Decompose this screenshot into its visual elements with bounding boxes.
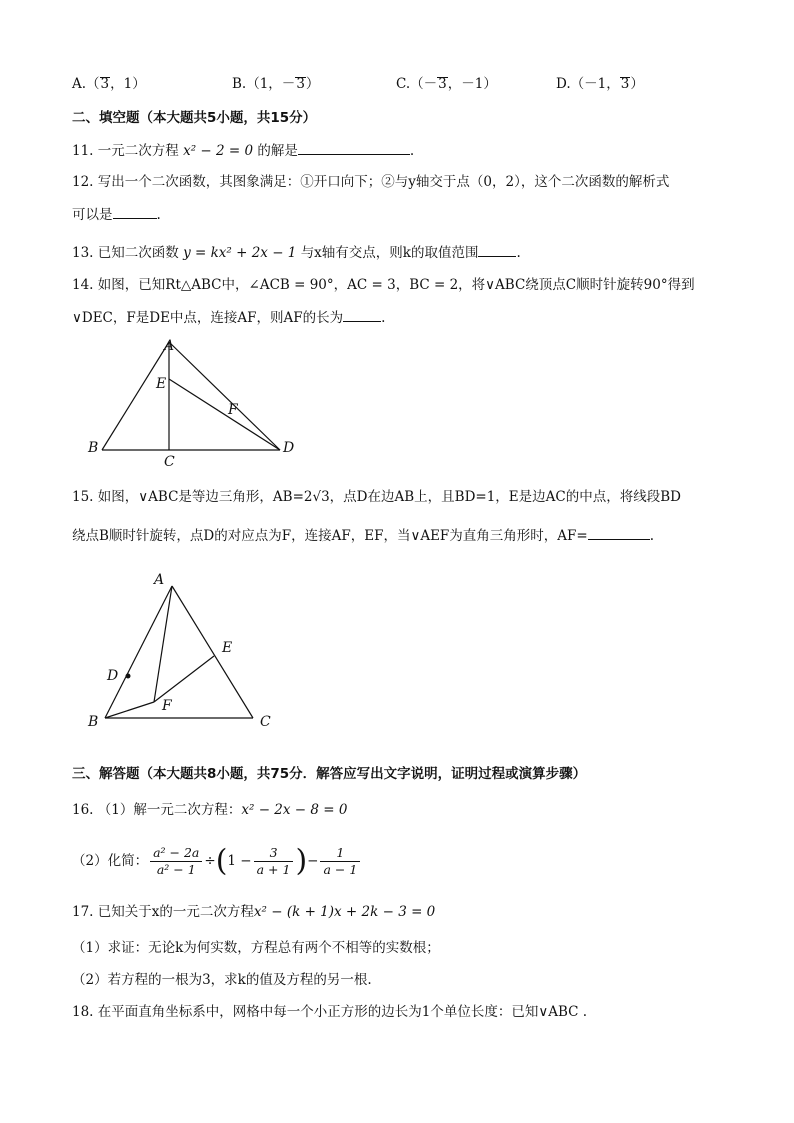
question-14-line1: 14. 如图，已知Rt△ABC中，∠ACB = 90°，AC = 3，BC = 2，将∨ABC绕顶点C顺时针旋转90°得到 <box>72 277 695 293</box>
answer-blank <box>478 242 516 257</box>
sqrt-3: 3 <box>620 76 630 92</box>
label-b: B <box>88 714 99 730</box>
question-12-line1: 12. 写出一个二次函数，其图象满足：①开口向下；②与y轴交于点（0，2），这个二次函数的解析式 <box>72 174 670 190</box>
option-a: A.（3，1） <box>72 76 146 92</box>
point-d-dot <box>126 674 131 679</box>
answer-blank <box>298 140 410 155</box>
question-17: 17. 已知关于x的一元二次方程x² − (k + 1)x + 2k − 3 = 0 <box>72 904 436 920</box>
option-d: D.（－1，3） <box>556 76 644 92</box>
question-12-line2: 可以是 . <box>72 204 161 225</box>
question-15-line1: 15. 如图，∨ABC是等边三角形，AB=2√3，点D在边AB上，且BD=1，E是边AC的中点，将线段BD <box>72 489 681 505</box>
option-b: B.（1，－3） <box>232 76 320 92</box>
question-16-part2: （2）化简： $\frac{\text{a² − 2a}}{\text{a² − 1}}$ ÷(1 − $\frac{3}{a + 1}$ )− $\frac{1}{a - 1}$ <box>72 838 362 885</box>
label-b: B <box>88 440 99 456</box>
figure-q14-triangle <box>80 332 320 472</box>
question-15-line2: 绕点B顺时针旋转，点D的对应点为F，连接AF，EF，当∨AEF为直角三角形时，AF= . <box>72 525 654 546</box>
label-c: C <box>164 454 175 470</box>
question-14-line2: ∨DEC，F是DE中点，连接AF，则AF的长为 . <box>72 307 385 328</box>
sqrt-3: 3 <box>296 76 305 92</box>
sqrt-3: 3 <box>438 76 447 92</box>
label-e: E <box>222 640 233 656</box>
label-c: C <box>260 714 271 730</box>
label-f: F <box>228 402 238 418</box>
question-18: 18. 在平面直角坐标系中，网格中每一个小正方形的边长为1个单位长度：已知∨ABC . <box>72 1004 588 1020</box>
question-16-part1: 16. （1）解一元二次方程：x² − 2x − 8 = 0 <box>72 802 348 818</box>
question-17-part1: （1）求证：无论k为何实数，方程总有两个不相等的实数根； <box>72 940 440 956</box>
option-c: C.（－3，－1） <box>396 76 497 92</box>
answer-blank <box>113 204 157 219</box>
question-17-part2: （2）若方程的一根为3，求k的值及方程的另一根. <box>72 972 372 988</box>
figure-q15-triangle <box>80 566 300 736</box>
fraction: $\frac{1}{a - 1}$ <box>320 845 360 878</box>
label-a: A <box>154 572 165 588</box>
sqrt-3: 3 <box>100 76 110 92</box>
section-3-title: 三、解答题（本大题共8小题，共75分．解答应写出文字说明，证明过程或演算步骤） <box>72 766 587 782</box>
section-2-title: 二、填空题（本大题共5小题，共15分） <box>72 110 317 126</box>
question-13: 13. 已知二次函数 y = kx² + 2x − 1 与x轴有交点，则k的取值范围 . <box>72 242 521 263</box>
question-11: 11. 一元二次方程 x² − 2 = 0 的解是 . <box>72 140 414 161</box>
label-f: F <box>162 698 172 714</box>
fraction: $\frac{\text{a² − 2a}}{\text{a² − 1}}$ <box>150 845 202 878</box>
answer-blank <box>588 525 650 540</box>
fraction: $\frac{3}{a + 1}$ <box>254 845 294 878</box>
label-e: E <box>156 376 167 392</box>
label-a: A <box>164 338 175 354</box>
label-d: D <box>107 668 119 684</box>
answer-blank <box>343 307 381 322</box>
label-d: D <box>283 440 295 456</box>
